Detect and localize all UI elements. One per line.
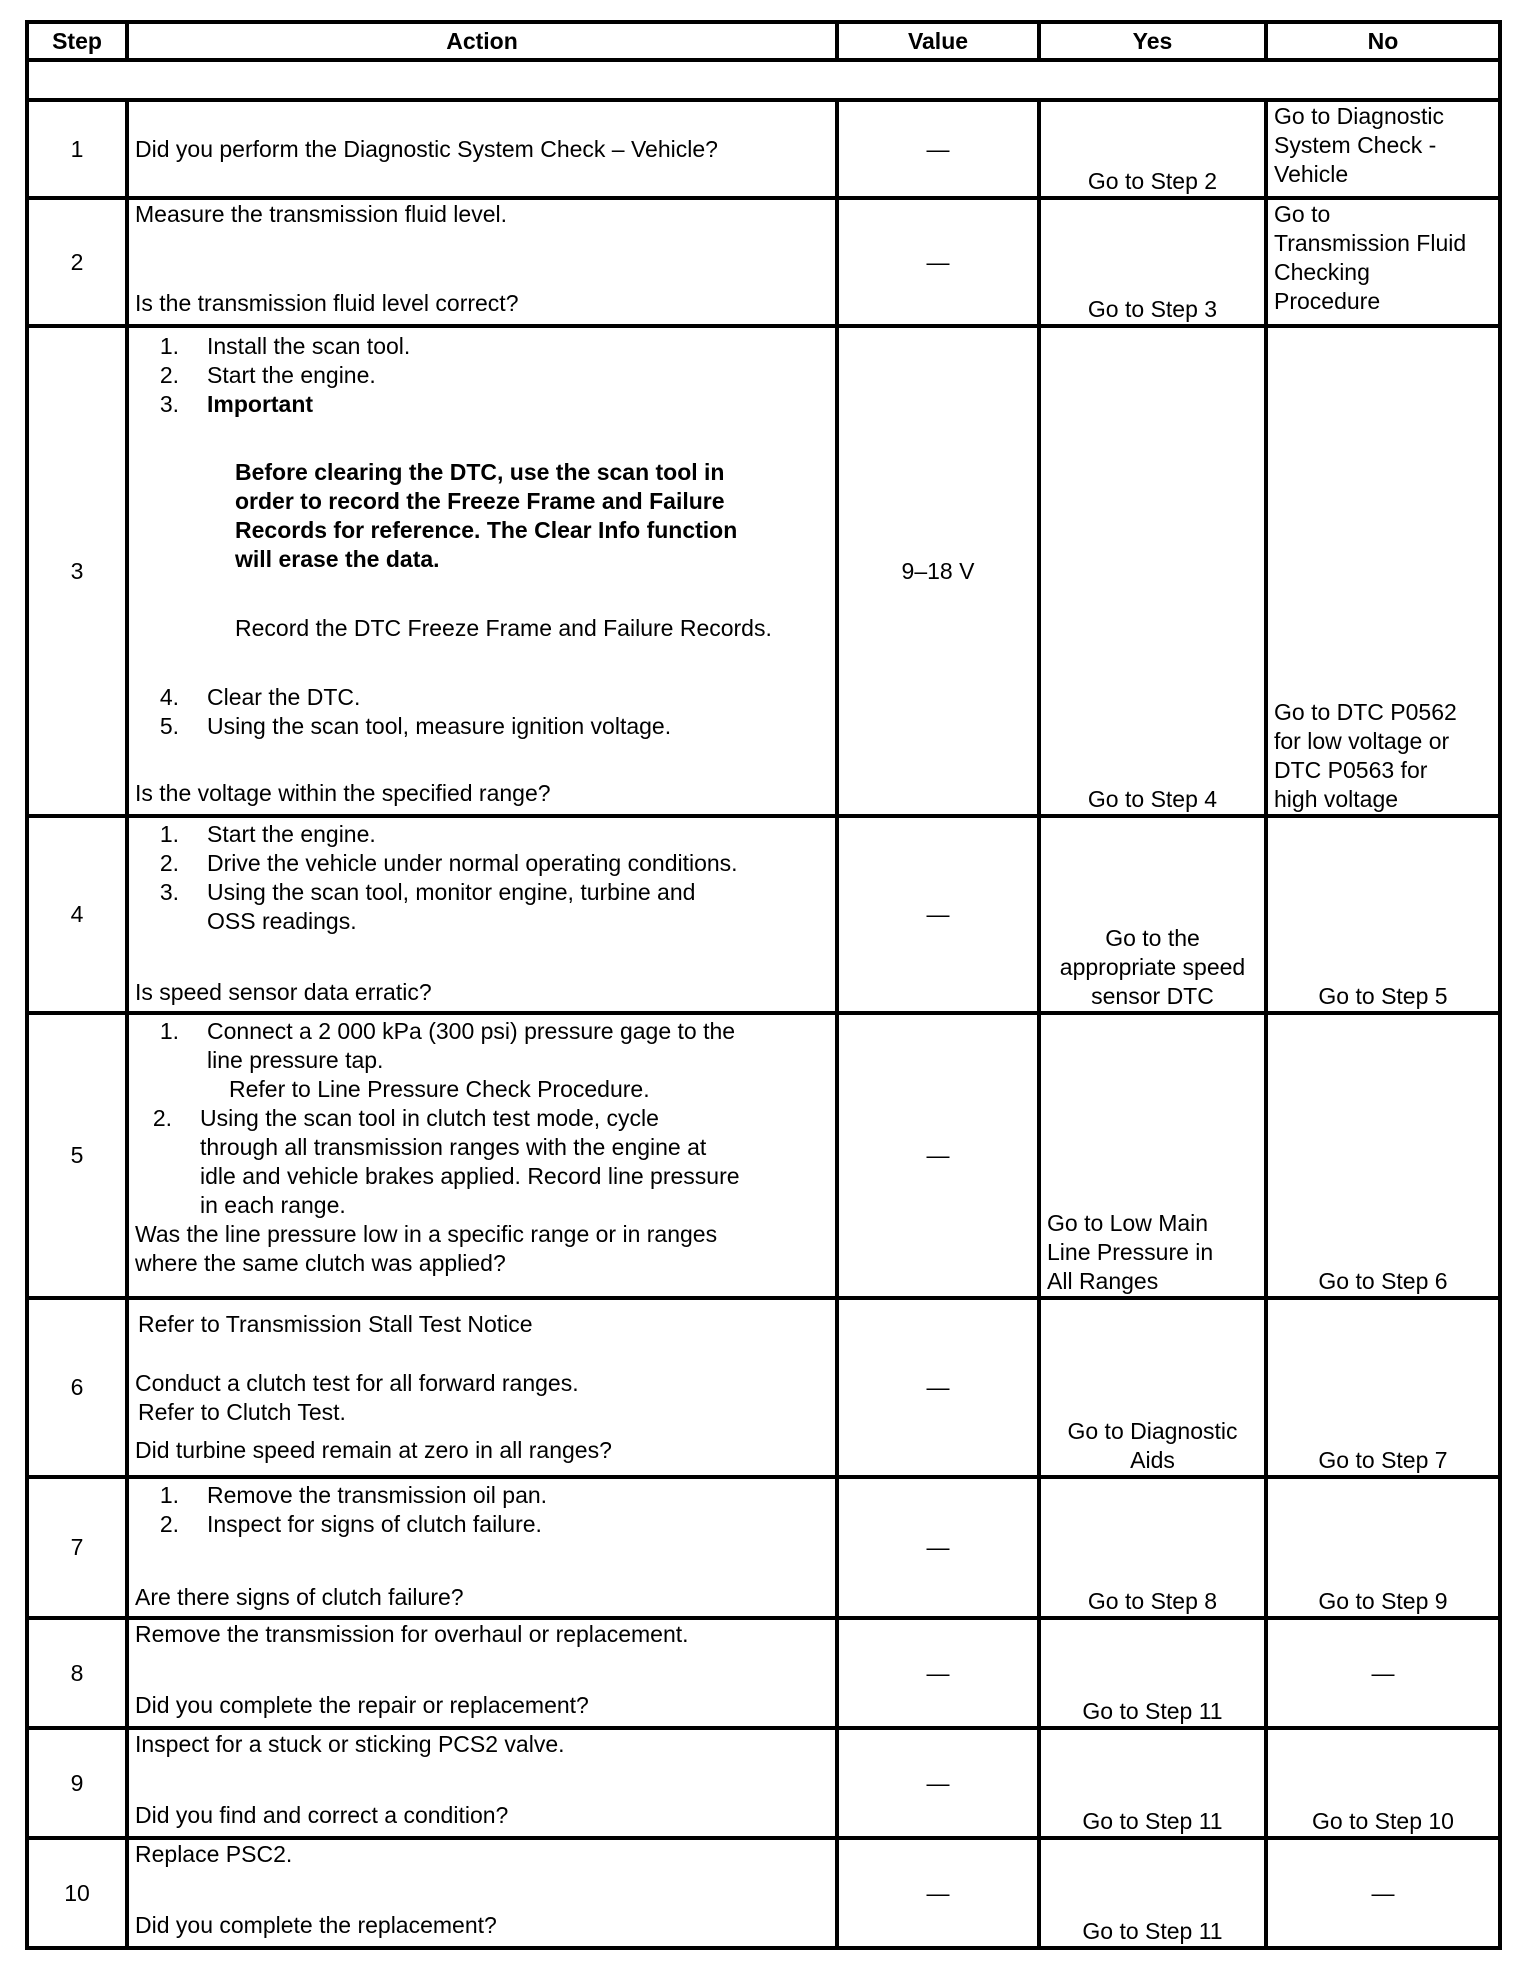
no-text: DTC P0563 for: [1274, 757, 1428, 783]
no-cell: [1266, 100, 1500, 198]
no-text: Checking: [1274, 259, 1370, 285]
yes-cell: [1039, 1013, 1266, 1298]
no-text: System Check -: [1274, 132, 1437, 158]
no-cell: [1266, 326, 1500, 816]
table-row: [27, 100, 1500, 198]
step-number: 2: [27, 198, 127, 326]
value-cell: 9–18 V: [837, 326, 1039, 816]
no-cell: [1266, 1298, 1500, 1477]
action-text: Remove the transmission for overhaul or replacement.: [135, 1621, 689, 1647]
no-cell: [1266, 198, 1500, 326]
no-cell: —: [1266, 1618, 1500, 1728]
step-number: 10: [27, 1838, 127, 1948]
yes-text: Aids: [1130, 1447, 1175, 1473]
important-label: Important: [207, 391, 314, 417]
refer-text: Refer to Line Pressure Check Procedure.: [229, 1076, 650, 1102]
action-question: Did you complete the replacement?: [135, 1912, 497, 1938]
action-cell: [127, 1618, 837, 1728]
table-row: [27, 1838, 1500, 1948]
no-cell: [1266, 1477, 1500, 1618]
list-item: 1. Remove the transmission oil pan.: [159, 1482, 548, 1508]
step-number: 7: [27, 1477, 127, 1618]
spacer-cell: [27, 60, 1500, 100]
no-text: for low voltage or: [1274, 728, 1450, 754]
no-text: Transmission Fluid: [1274, 230, 1467, 256]
step-number: 1: [27, 100, 127, 198]
no-cell: [1266, 1728, 1500, 1838]
no-cell: [1266, 1013, 1500, 1298]
table-row: [27, 1013, 1500, 1298]
no-text: Go to DTC P0562: [1274, 699, 1457, 725]
yes-text: sensor DTC: [1091, 983, 1214, 1009]
no-text: Go to Step 6: [1318, 1268, 1448, 1294]
table-row: [27, 1618, 1500, 1728]
step-number: 8: [27, 1618, 127, 1728]
no-text: Go to Step 10: [1312, 1808, 1454, 1834]
yes-text: Go to Step 3: [1087, 296, 1218, 322]
action-question: Did turbine speed remain at zero in all ranges?: [135, 1437, 612, 1463]
yes-cell: [1039, 1477, 1266, 1618]
list-item: 1. Install the scan tool.: [159, 333, 411, 359]
step-number: 4: [27, 816, 127, 1013]
yes-cell: [1039, 1618, 1266, 1728]
list-item: 1. Start the engine.: [159, 821, 376, 847]
list-item: 2. Start the engine.: [159, 362, 376, 388]
yes-text: Go to the: [1105, 925, 1200, 951]
action-question: Did you find and correct a condition?: [135, 1802, 509, 1828]
list-item: 2. Inspect for signs of clutch failure.: [159, 1511, 542, 1537]
yes-cell: [1039, 1298, 1266, 1477]
notice-text: Refer to Transmission Stall Test Notice: [138, 1311, 533, 1337]
no-text: Go to Step 5: [1318, 983, 1448, 1009]
action-question: Is the voltage within the specified range?: [135, 780, 551, 806]
table-row: [27, 1728, 1500, 1838]
yes-text: Go to Step 11: [1082, 1808, 1223, 1834]
value-cell: —: [837, 1298, 1039, 1477]
step-number: 9: [27, 1728, 127, 1838]
action-cell: [127, 198, 837, 326]
value-cell: —: [837, 198, 1039, 326]
value-cell: —: [837, 816, 1039, 1013]
action-question: Did you complete the repair or replacement?: [135, 1692, 589, 1718]
spacer-row: [27, 60, 1500, 100]
yes-cell: [1039, 100, 1266, 198]
action-cell: [127, 1477, 837, 1618]
action-cell: [127, 1838, 837, 1948]
yes-text: All Ranges: [1047, 1268, 1159, 1294]
list-item: 2. Drive the vehicle under normal operating conditions.: [159, 850, 738, 876]
yes-cell: [1039, 816, 1266, 1013]
yes-text: Go to Step 2: [1087, 168, 1218, 194]
table-row: [27, 1298, 1500, 1477]
table-row: [27, 198, 1500, 326]
action-question: where the same clutch was applied?: [135, 1250, 506, 1276]
yes-text: Line Pressure in: [1047, 1239, 1214, 1265]
yes-cell: [1039, 326, 1266, 816]
no-text: Procedure: [1274, 288, 1381, 314]
yes-cell: [1039, 1728, 1266, 1838]
value-cell: —: [837, 1013, 1039, 1298]
action-cell: [127, 1728, 837, 1838]
table-row: [27, 1477, 1500, 1618]
header-yes: Yes: [1039, 22, 1266, 60]
value-cell: —: [837, 100, 1039, 198]
action-cell: [127, 1013, 837, 1298]
action-cell: [127, 816, 837, 1013]
yes-cell: [1039, 1838, 1266, 1948]
value-cell: —: [837, 1618, 1039, 1728]
diagnostic-table: [25, 20, 1502, 1950]
no-text: high voltage: [1274, 786, 1399, 812]
action-text: Inspect for a stuck or sticking PCS2 valve.: [135, 1731, 565, 1757]
yes-text: appropriate speed: [1059, 954, 1246, 980]
action-cell: [127, 326, 837, 816]
header-value: Value: [837, 22, 1039, 60]
table-row: [27, 816, 1500, 1013]
yes-text: Go to Step 11: [1082, 1698, 1223, 1724]
yes-text: Go to Step 8: [1087, 1588, 1218, 1614]
yes-text: Go to Low Main: [1047, 1210, 1209, 1236]
action-question: Is speed sensor data erratic?: [135, 979, 432, 1005]
header-row: [27, 22, 1500, 60]
no-text: Go to Step 9: [1318, 1588, 1448, 1614]
list-item: 4. Clear the DTC.: [159, 684, 361, 710]
yes-cell: [1039, 198, 1266, 326]
no-cell: [1266, 816, 1500, 1013]
step-number: 5: [27, 1013, 127, 1298]
action-question: Are there signs of clutch failure?: [135, 1584, 464, 1610]
list-item: 1. Connect a 2 000 kPa (300 psi) pressure gage to the line pressure tap.: [159, 1018, 736, 1073]
important-notice: Before clearing the DTC, use the scan tool in order to record the Freeze Frame and Failure Records for reference. The Clear Info function will erase the data.: [235, 459, 738, 572]
action-text: Conduct a clutch test for all forward ranges.: [135, 1370, 579, 1396]
yes-text: Go to Diagnostic: [1067, 1418, 1238, 1444]
no-text: Go to Diagnostic: [1274, 103, 1445, 129]
value-cell: —: [837, 1838, 1039, 1948]
step-number: 3: [27, 326, 127, 816]
no-text: Vehicle: [1274, 161, 1349, 187]
no-cell: —: [1266, 1838, 1500, 1948]
action-question: Is the transmission fluid level correct?: [135, 290, 519, 316]
yes-text: Go to Step 4: [1087, 786, 1218, 812]
list-item: 3. Using the scan tool, monitor engine, turbine and OSS readings.: [159, 879, 696, 934]
step-number: 6: [27, 1298, 127, 1477]
list-item: 3. Important: [159, 391, 314, 417]
table-row: [27, 326, 1500, 816]
action-cell: [127, 100, 837, 198]
list-item: 2. Using the scan tool in clutch test mode, cycle through all transmission ranges with the engine at idle and vehicle brakes applied. Record line pressure in each range.: [152, 1105, 740, 1218]
record-instruction: Record the DTC Freeze Frame and Failure Records.: [235, 615, 772, 641]
list-item: 5. Using the scan tool, measure ignition voltage.: [159, 713, 672, 739]
no-text: Go to: [1274, 201, 1331, 227]
value-cell: —: [837, 1477, 1039, 1618]
action-text: Did you perform the Diagnostic System Check – Vehicle?: [135, 135, 718, 162]
value-cell: —: [837, 1728, 1039, 1838]
refer-text: Refer to Clutch Test.: [138, 1399, 346, 1425]
yes-text: Go to Step 11: [1082, 1918, 1223, 1944]
header-step: Step: [27, 22, 127, 60]
action-question: Was the line pressure low in a specific range or in ranges: [135, 1221, 718, 1247]
no-text: Go to Step 7: [1318, 1447, 1448, 1473]
header-action: Action: [127, 22, 837, 60]
header-no: No: [1266, 22, 1500, 60]
action-text: Measure the transmission fluid level.: [135, 201, 507, 227]
action-text: Replace PSC2.: [135, 1841, 293, 1867]
action-cell: [127, 1298, 837, 1477]
